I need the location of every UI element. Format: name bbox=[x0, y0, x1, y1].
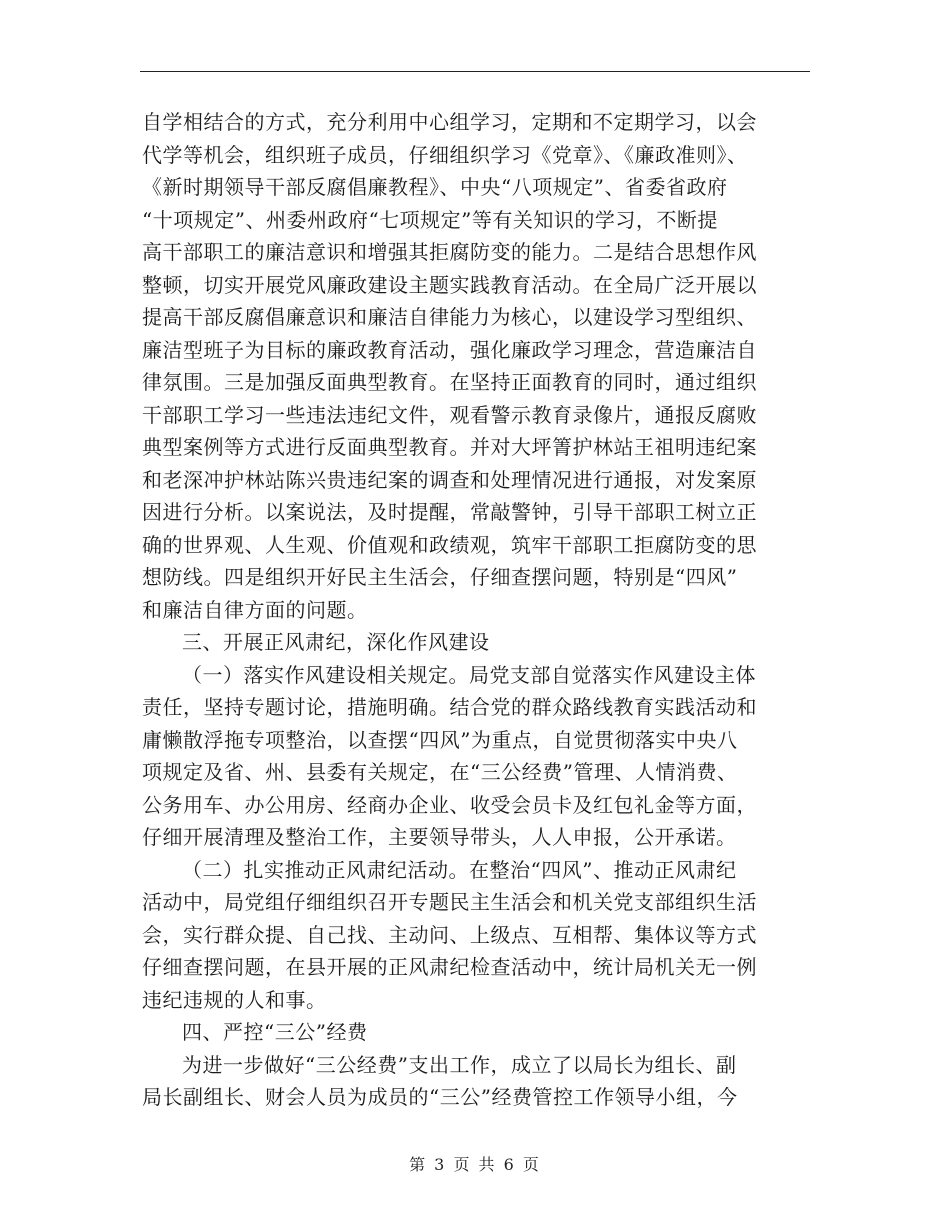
text-line: 整顿，切实开展党风廉政建设主题实践教育活动。在全局广泛开展以 bbox=[142, 272, 757, 297]
text-line: 项规定及省、州、县委有关规定，在“三公经费”管理、人情消费、 bbox=[142, 760, 738, 784]
text-line: （一）落实作风建设相关规定。局党支部自觉落实作风建设主体 bbox=[182, 662, 756, 687]
text-line: 三、开展正风肃纪，深化作风建设 bbox=[182, 630, 490, 654]
text-line: 因进行分析。以案说法，及时提醒，常敲警钟，引导干部职工树立正 bbox=[142, 500, 757, 524]
document-body bbox=[142, 106, 810, 1114]
text-line: 责任，坚持专题讨论，措施明确。结合党的群众路线教育实践活动和 bbox=[142, 695, 757, 719]
text-line: 代学等机会，组织班子成员，仔细组织学习《党章》、《廉政准则》、 bbox=[142, 142, 748, 167]
text-line: 四、严控“三公”经费 bbox=[182, 1020, 368, 1044]
text-line: 会，实行群众提、自己找、主动问、上级点、互相帮、集体议等方式 bbox=[142, 922, 757, 947]
text-line: 为进一步做好“三公经费”支出工作，成立了以局长为组长、副 bbox=[182, 1052, 737, 1077]
text-line: 想防线。四是组织开好民主生活会，仔细查摆问题，特别是“四风” bbox=[142, 565, 738, 589]
text-line: 典型案例等方式进行反面典型教育。并对大坪箐护林站王祖明违纪案 bbox=[142, 435, 757, 459]
text-line: 活动中，局党组仔细组织召开专题民主生活会和机关党支部组织生活 bbox=[142, 890, 757, 914]
text-line: （二）扎实推动正风肃纪活动。在整治“四风”、推动正风肃纪 bbox=[182, 857, 737, 882]
text-line: 局长副组长、财会人员为成员的“三公”经费管控工作领导小组，今 bbox=[142, 1085, 738, 1109]
text-line: 和廉洁自律方面的问题。 bbox=[142, 597, 368, 622]
text-line: 公务用车、办公用房、经商办企业、收受会员卡及红包礼金等方面， bbox=[142, 792, 757, 817]
text-line: 仔细查摆问题，在县开展的正风肃纪检查活动中，统计局机关无一例 bbox=[142, 955, 757, 979]
text-line: “十项规定”、州委州政府“七项规定”等有关知识的学习，不断提 bbox=[142, 207, 718, 232]
page-number-footer: 第 3 页 共 6 页 bbox=[409, 1155, 541, 1174]
text-line: 仔细开展清理及整治工作，主要领导带头，人人申报，公开承诺。 bbox=[142, 825, 737, 849]
text-line: 违纪违规的人和事。 bbox=[142, 987, 327, 1012]
text-line: 干部职工学习一些违法违纪文件，观看警示教育录像片，通报反腐败 bbox=[142, 402, 757, 427]
text-line: 和老深冲护林站陈兴贵违纪案的调查和处理情况进行通报，对发案原 bbox=[142, 467, 757, 492]
header-divider bbox=[140, 71, 810, 72]
text-line: 律氛围。三是加强反面典型教育。在坚持正面教育的同时，通过组织 bbox=[142, 370, 757, 394]
text-line: 高干部职工的廉洁意识和增强其拒腐防变的能力。二是结合思想作风 bbox=[142, 240, 757, 264]
text-line: 庸懒散浮拖专项整治，以查摆“四风”为重点，自觉贯彻落实中央八 bbox=[142, 727, 738, 752]
text-line: 自学相结合的方式，充分利用中心组学习，定期和不定期学习，以会 bbox=[142, 110, 757, 134]
text-line: 《新时期领导干部反腐倡廉教程》、中央“八项规定”、省委省政府 bbox=[142, 175, 728, 199]
text-line: 廉洁型班子为目标的廉政教育活动，强化廉政学习理念，营造廉洁自 bbox=[142, 337, 757, 362]
text-line: 提高干部反腐倡廉意识和廉洁自律能力为核心，以建设学习型组织、 bbox=[142, 305, 757, 329]
text-line: 确的世界观、人生观、价值观和政绩观，筑牢干部职工拒腐防变的思 bbox=[142, 532, 757, 557]
